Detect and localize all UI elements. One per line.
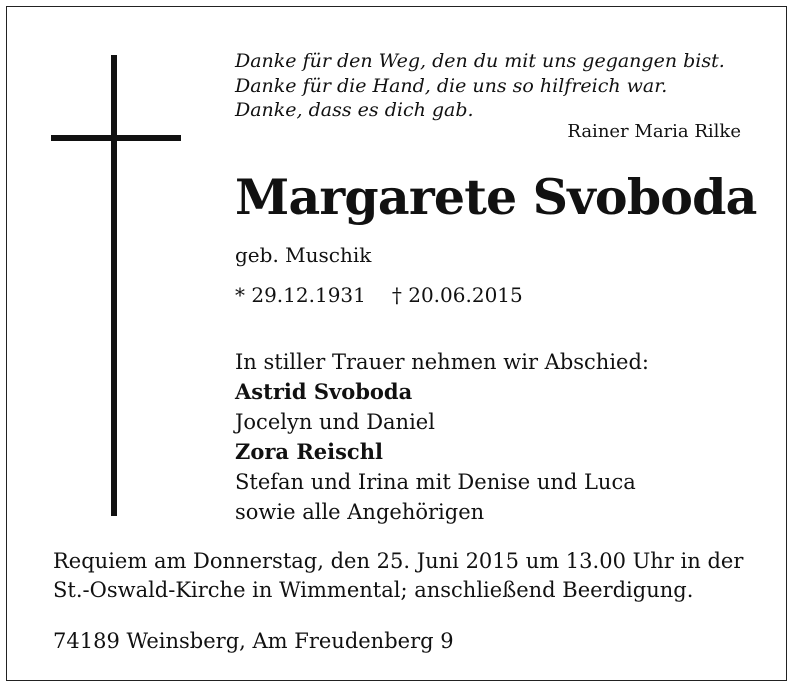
birth-name: geb. Muschik [235, 243, 372, 267]
service-line: Requiem am Donnerstag, den 25. Juni 2015 um 13.00 Uhr in der [53, 549, 744, 573]
mourner-name: Jocelyn und Daniel [235, 410, 435, 434]
cross-icon-crossbar [51, 135, 181, 141]
service-info [53, 547, 743, 605]
mourner-name: sowie alle Angehörigen [235, 500, 485, 524]
service-line: St.-Oswald-Kirche in Wimmental; anschließend Beerdigung. [53, 578, 694, 602]
obituary-notice [6, 6, 787, 681]
mourner-name: Zora Reischl [235, 439, 383, 464]
life-dates [235, 283, 523, 307]
deceased-name: Margarete Svoboda [235, 168, 757, 226]
death-date: † 20.06.2015 [391, 283, 523, 307]
poem-quote [235, 49, 765, 123]
birth-date: * 29.12.1931 [235, 283, 366, 307]
poem-line: Danke für die Hand, die uns so hilfreich war. [235, 74, 668, 97]
mourner-name: Astrid Svoboda [235, 379, 413, 404]
mourners-block [235, 347, 649, 527]
poem-author: Rainer Maria Rilke [567, 121, 741, 142]
cross-icon [111, 55, 117, 516]
mourner-name: Stefan und Irina mit Denise und Luca [235, 470, 636, 494]
mourners-intro: In stiller Trauer nehmen wir Abschied: [235, 350, 649, 374]
poem-line: Danke für den Weg, den du mit uns gegangen bist. [235, 50, 725, 72]
family-address: 74189 Weinsberg, Am Freudenberg 9 [53, 629, 454, 653]
poem-line: Danke, dass es dich gab. [235, 99, 474, 121]
